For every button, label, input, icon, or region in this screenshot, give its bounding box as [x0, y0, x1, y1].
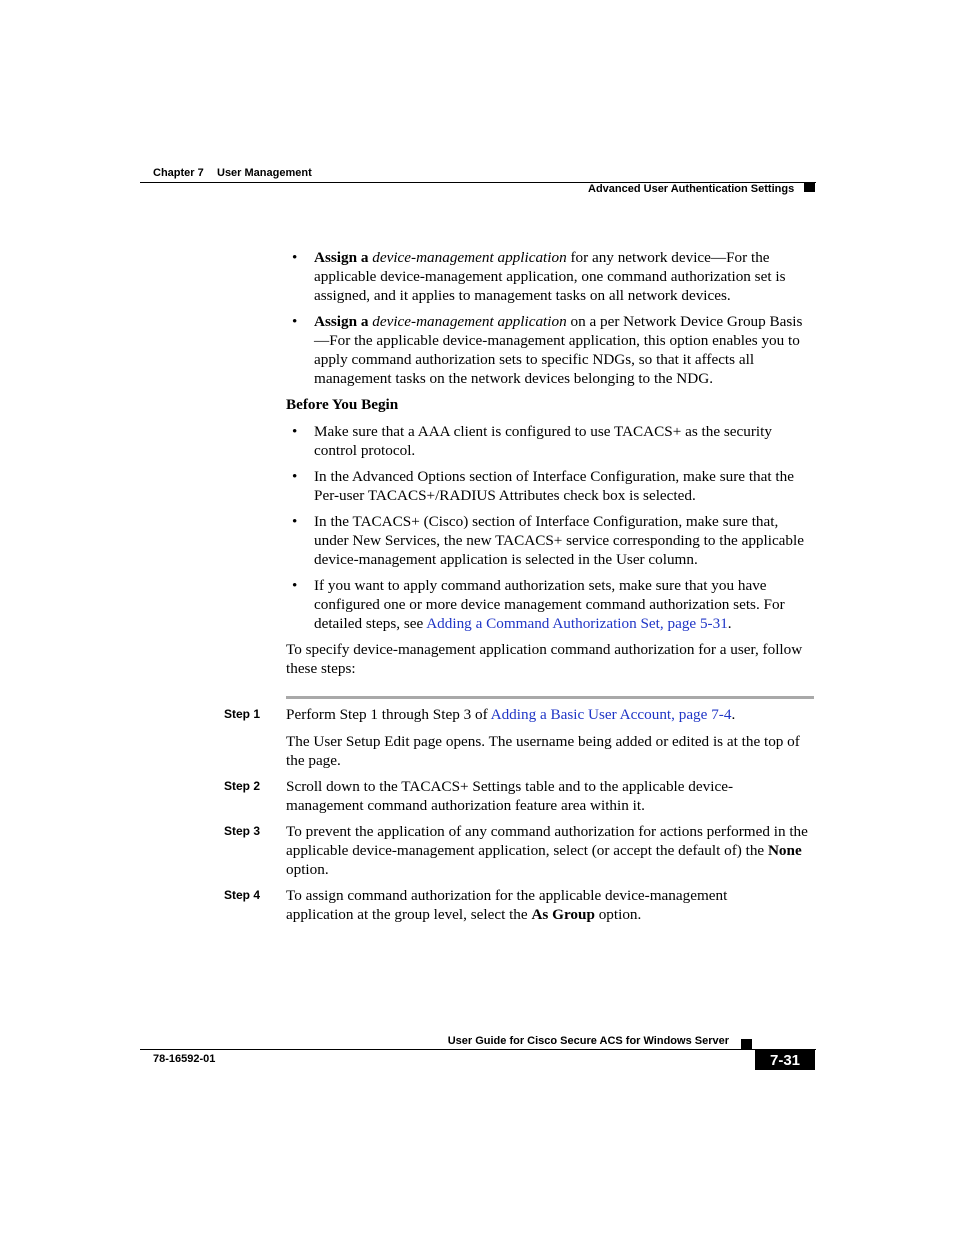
step-3-label: Step 3	[224, 824, 261, 838]
bullet-dot: •	[292, 513, 298, 530]
step-4-label: Step 4	[224, 888, 261, 902]
doc-number: 78-16592-01	[153, 1053, 216, 1065]
chapter-title: User Management	[217, 167, 312, 179]
footer-marker	[741, 1039, 752, 1049]
bullet-italic: device-management application	[372, 313, 567, 330]
prereq-bullet-2	[286, 467, 816, 505]
bullet-text: Make sure that a AAA client is configured to use TACACS+ as the security control protocol.	[314, 423, 772, 459]
bullet-dot: •	[292, 577, 298, 594]
step-1-text: Perform Step 1 through Step 3 of Adding a Basic User Account, page 7-4.	[286, 706, 736, 723]
bullet-bold: Assign a	[314, 249, 369, 266]
step-1-note: The User Setup Edit page opens. The username being added or edited is at the top of the page.	[286, 733, 800, 769]
bullet-dot: •	[292, 468, 298, 485]
bullet-dot: •	[292, 313, 298, 330]
option-none: None	[767, 842, 802, 859]
step-3-text: To prevent the application of any command authorization for actions performed in the applicable device-management application, select (or accept the default of) the None option.	[286, 823, 808, 878]
bullet-dot: •	[292, 249, 298, 266]
page-number: 7-31	[755, 1050, 815, 1070]
bullet-text: In the Advanced Options section of Interface Configuration, make sure that the Per-user TACACS+/RADIUS Attributes check box is selected.	[314, 468, 794, 504]
step-2-label: Step 2	[224, 779, 261, 793]
before-you-begin-heading: Before You Begin	[286, 396, 399, 413]
procedure-rule	[286, 696, 814, 699]
bullet-text: If you want to apply command authorization sets, make sure that you have configured one or more device management command authorization sets. For detailed steps, see	[314, 577, 785, 632]
section-title: Advanced User Authentication Settings	[588, 183, 795, 195]
header-marker	[804, 182, 815, 192]
prereq-bullet-1	[286, 422, 816, 460]
bullet-text: on a per Network Device Group Basis—For the applicable device-management application, this option enables you to apply command authorization sets to specific NDGs, so that it affects all management tasks on the network devices belonging to the NDG.	[314, 313, 803, 387]
link-command-authorization-set[interactable]: Adding a Command Authorization Set, page 5-31	[426, 615, 728, 632]
link-adding-basic-user-account[interactable]: Adding a Basic User Account, page 7-4	[490, 706, 732, 723]
bullet-bold: Assign a	[314, 313, 369, 330]
step-1-label: Step 1	[224, 707, 261, 721]
bullet-text: for any network device—For the applicable device-management application, one command authorization set is assigned, and it applies to management tasks on all network devices.	[314, 249, 786, 304]
step-4-text: To assign command authorization for the applicable device-management application at the group level, select the As Group option.	[286, 887, 728, 923]
guide-title: User Guide for Cisco Secure ACS for Windows Server	[447, 1035, 729, 1047]
chapter-number: Chapter 7	[153, 167, 204, 179]
bullet-dot: •	[292, 423, 298, 440]
intro-bullet-2	[286, 312, 816, 388]
prereq-bullet-3	[286, 512, 816, 569]
bullet-text: In the TACACS+ (Cisco) section of Interface Configuration, make sure that, under New Services, the new TACACS+ service corresponding to the applicable device-management application is selected in the User column.	[314, 513, 804, 568]
procedure-intro: To specify device-management application command authorization for a user, follow these steps:	[286, 641, 803, 677]
step-2-text: Scroll down to the TACACS+ Settings table and to the applicable device-management command authorization feature area within it.	[286, 778, 733, 814]
intro-bullet-1	[286, 248, 816, 305]
prereq-bullet-4: • If you want to apply command authorization sets, make sure that you have configured one or more device management command authorization sets. For detailed steps, see Adding a Command Authorization Set, page 5-31.	[292, 577, 785, 632]
footer-rule	[140, 1049, 816, 1050]
bullet-italic: device-management application	[372, 249, 567, 266]
option-as-group: As Group	[531, 906, 595, 923]
